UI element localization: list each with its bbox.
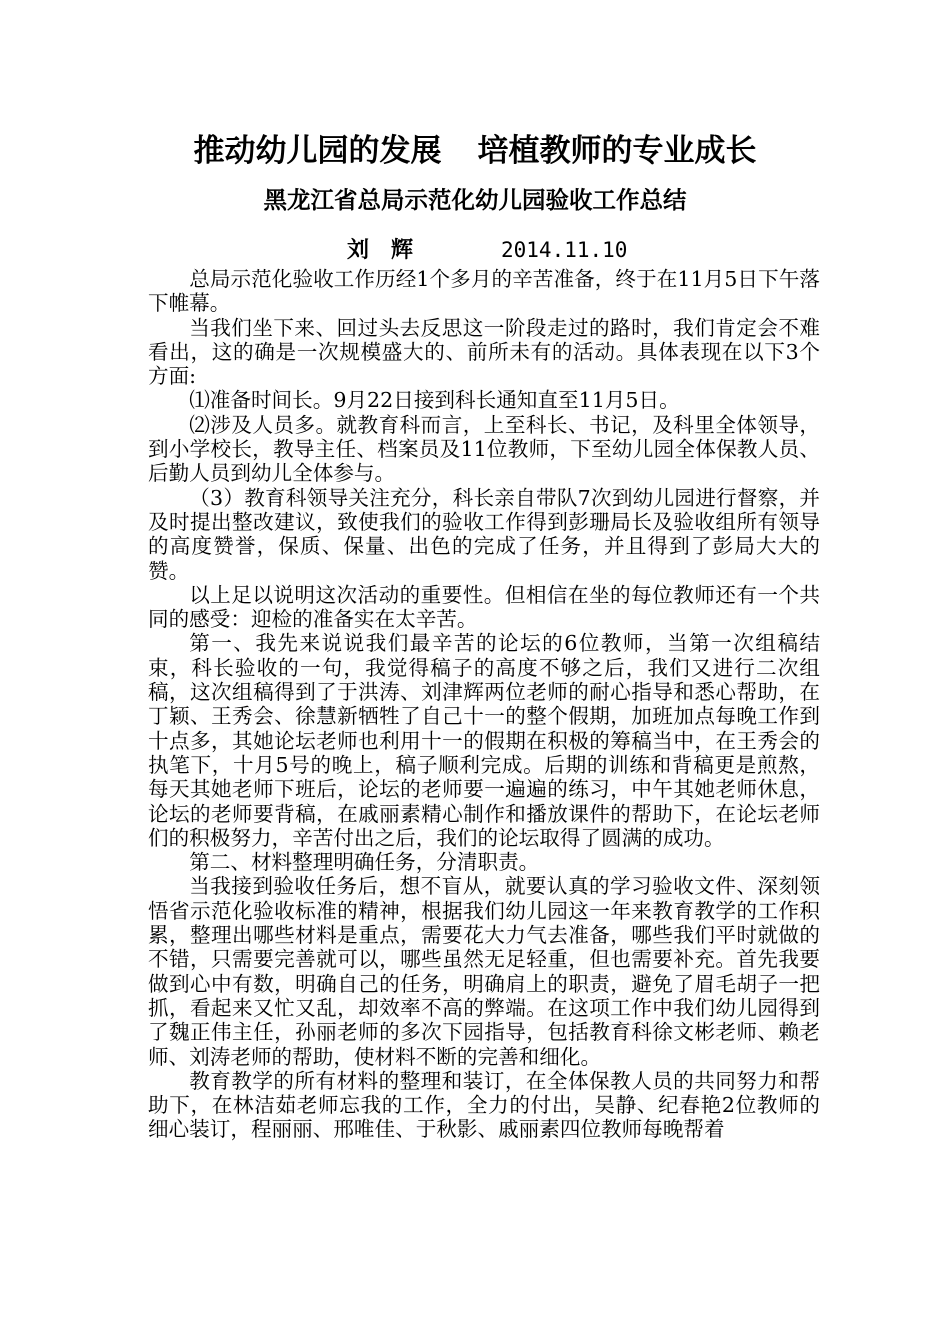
- paragraph-section-2-heading: 第二、材料整理明确任务，分清职责。: [189, 850, 540, 875]
- paragraph-intro: 总局示范化验收工作历经1个多月的辛苦准备，终于在11月5日下午落下帷幕。: [148, 267, 820, 316]
- document-date: 2014.11.10: [501, 238, 628, 262]
- author-name: 刘辉: [347, 237, 436, 263]
- document-title: [0, 127, 950, 175]
- paragraph-point-1: ⑴准备时间长。9月22日接到科长通知直至11月5日。: [189, 388, 680, 413]
- byline: [0, 230, 950, 270]
- paragraph-reflection: 当我们坐下来、回过头去反思这一阶段走过的路时，我们肯定会不难看出，这的确是一次规模盛大的、前所未有的活动。具体表现在以下3个方面:: [148, 315, 820, 389]
- paragraph-point-3: （3）教育科领导关注充分，科长亲自带队7次到幼儿园进行督察，并及时提出整改建议，致使我们的验收工作得到彭珊局长及验收组所有领导的高度赞誉，保质、保量、出色的完成了任务，并且得到了彭局大大的赞。: [148, 485, 820, 583]
- document-body: [148, 267, 820, 1142]
- paragraph-materials: 当我接到验收任务后，想不盲从，就要认真的学习验收文件、深刻领悟省示范化验收标准的精神，根据我们幼儿园这一年来教育教学的工作积累，整理出哪些材料是重点，需要花大力气去准备，哪些我们平时就做的不错，只需要完善就可以，哪些虽然无足轻重，但也需要补充。首先我要做到心中有数，明确自己的任务，明确肩上的职责，避免了眉毛胡子一把抓，看起来又忙又乱，却效率不高的弊端。在这项工作中我们幼儿园得到了魏正伟主任，孙丽老师的多次下园指导，包括教育科徐文彬老师、赖老师、刘涛老师的帮助，使材料不断的完善和细化。: [148, 874, 820, 1069]
- title-part-1: 推动幼儿园的发展: [193, 133, 442, 169]
- title-part-2: 培植教师的专业成长: [477, 133, 757, 169]
- document-subtitle: 黑龙江省总局示范化幼儿园验收工作总结: [263, 186, 687, 214]
- paragraph-point-2: ⑵涉及人员多。就教育科而言，上至科长、书记，及科里全体领导，到小学校长，教导主任、档案员及11位教师，下至幼儿园全体保教人员、后勤人员到幼儿全体参与。: [148, 412, 820, 486]
- paragraph-forum: 第一、我先来说说我们最辛苦的论坛的6位教师，当第一次组稿结束，科长验收的一句，我觉得稿子的高度不够之后，我们又进行二次组稿，这次组稿得到了于洪涛、刘津辉两位老师的耐心指导和悉心帮助，在丁颖、王秀会、徐慧新牺牲了自己十一的整个假期，加班加点每晚工作到十点多，其她论坛老师也利用十一的假期在积极的筹稿当中，在王秀会的执笔下，十月5号的晚上，稿子顺利完成。后期的训练和背稿更是煎熬，每天其她老师下班后，论坛的老师要一遍遍的练习，中午其她老师休息，论坛的老师要背稿，在戚丽素精心制作和播放课件的帮助下，在论坛老师们的积极努力，辛苦付出之后，我们的论坛取得了圆满的成功。: [148, 631, 820, 850]
- paragraph-binding: 教育教学的所有材料的整理和装订，在全体保教人员的共同努力和帮助下，在林洁茹老师忘我的工作，全力的付出，吴静、纪春艳2位教师的细心装订，程丽丽、邢唯佳、于秋影、戚丽素四位教师每晚帮着: [148, 1068, 820, 1142]
- paragraph-importance: 以上足以说明这次活动的重要性。但相信在坐的每位教师还有一个共同的感受：迎检的准备实在太辛苦。: [148, 582, 820, 632]
